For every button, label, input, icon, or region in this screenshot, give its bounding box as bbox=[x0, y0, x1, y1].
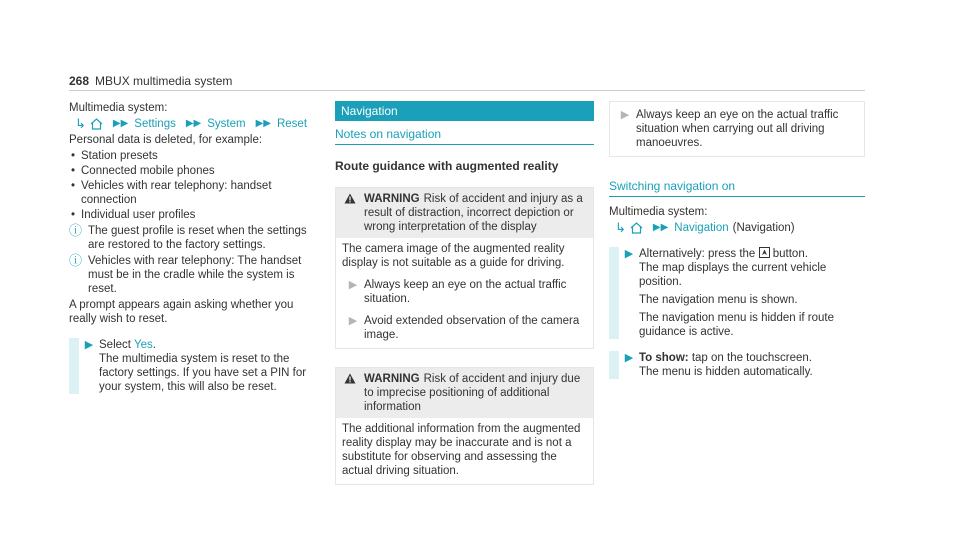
info-icon: ⓘ bbox=[69, 253, 83, 268]
heading-route-guidance: Route guidance with augmented reality bbox=[335, 159, 559, 173]
path-navigation[interactable]: Navigation bbox=[674, 222, 729, 234]
subheading-notes: Notes on navigation bbox=[335, 127, 594, 145]
warning-body-text: The camera image of the augmented reality display is not suitable as a guide for driving. bbox=[342, 243, 565, 269]
step-bar bbox=[609, 351, 619, 379]
step-prefix: Select bbox=[99, 339, 131, 351]
note bbox=[69, 254, 324, 296]
intro-text: Personal data is deleted, for example: bbox=[69, 134, 263, 146]
play-icon: ▶ bbox=[624, 248, 634, 260]
warning-continued-box bbox=[609, 101, 865, 157]
warning-box bbox=[335, 187, 594, 349]
step-suffix: . bbox=[152, 339, 156, 351]
warning-step bbox=[342, 314, 587, 342]
warning-step bbox=[342, 278, 587, 306]
note-text: Vehicles with rear telephony: The handset must be in the cradle while the system is reset. bbox=[88, 255, 302, 295]
column-switching-navigation bbox=[609, 101, 865, 379]
warning-step-text: Always keep an eye on the actual traffic situation. bbox=[364, 279, 567, 305]
warning-header bbox=[336, 188, 593, 238]
step-result: The map displays the current vehicle position. bbox=[639, 262, 827, 288]
navigation-button-icon[interactable] bbox=[759, 247, 770, 258]
warning-header bbox=[336, 368, 593, 418]
list-item: • Vehicles with rear telephony: handset connection bbox=[69, 179, 324, 207]
note-text: The guest profile is reset when the settings are restored to the factory settings. bbox=[88, 225, 307, 251]
play-icon: ▶ bbox=[620, 109, 630, 121]
list-item: • Station presets bbox=[69, 149, 324, 163]
warning-body bbox=[336, 238, 593, 348]
path-system[interactable]: System bbox=[207, 118, 246, 130]
path-arrow-icon: ↳ bbox=[615, 220, 626, 235]
play-icon: ▶ bbox=[624, 352, 634, 364]
warning-step bbox=[614, 108, 860, 150]
chevron-right-icon: ▶▶ bbox=[185, 118, 202, 129]
step-bar bbox=[69, 338, 79, 394]
warning-label: WARNING bbox=[364, 193, 420, 205]
warning-text: Risk of accident and injury as a result of distraction, incorrect depiction or wrong interpretation of the display bbox=[364, 193, 583, 233]
path-label: Multimedia system: bbox=[69, 102, 168, 114]
menu-path bbox=[615, 221, 865, 235]
step-result: The navigation menu is hidden if route guidance is active. bbox=[639, 312, 834, 338]
step-text-a: Alternatively: press the bbox=[639, 248, 756, 260]
step-bar bbox=[609, 247, 619, 339]
page-number: 268 bbox=[69, 74, 90, 88]
section-title: Navigation bbox=[335, 101, 594, 121]
step-result: The multimedia system is reset to the factory settings. If you have set a PIN for your system, this will also be reset. bbox=[99, 353, 307, 393]
step-select-yes bbox=[69, 338, 324, 394]
home-icon[interactable] bbox=[630, 222, 643, 234]
prompt-text: A prompt appears again asking whether you really wish to reset. bbox=[69, 299, 294, 325]
step-text: tap on the touchscreen. bbox=[691, 352, 813, 364]
page-title: MBUX multimedia system bbox=[95, 74, 233, 88]
chevron-right-icon: ▶▶ bbox=[112, 118, 129, 129]
play-icon: ▶ bbox=[84, 339, 94, 351]
step-result: The menu is hidden automatically. bbox=[639, 366, 813, 378]
menu-path bbox=[75, 117, 324, 131]
path-arrow-icon: ↳ bbox=[75, 116, 86, 131]
deleted-data-list bbox=[69, 149, 324, 222]
warning-icon bbox=[344, 193, 356, 204]
step-text-b: button. bbox=[772, 248, 808, 260]
path-label: Multimedia system: bbox=[609, 206, 708, 218]
step-result: The navigation menu is shown. bbox=[639, 294, 798, 306]
play-icon: ▶ bbox=[348, 315, 358, 327]
list-item: • Individual user profiles bbox=[69, 208, 324, 222]
warning-icon bbox=[344, 373, 356, 384]
home-icon[interactable] bbox=[90, 118, 103, 130]
warning-label: WARNING bbox=[364, 373, 420, 385]
yes-link[interactable]: Yes bbox=[133, 339, 153, 351]
warning-step-text: Avoid extended observation of the camera image. bbox=[364, 315, 580, 341]
warning-step-text: Always keep an eye on the actual traffic situation when carrying out all driving manoeuvres. bbox=[636, 109, 839, 149]
header-divider bbox=[69, 90, 865, 91]
path-settings[interactable]: Settings bbox=[134, 118, 176, 130]
play-icon: ▶ bbox=[348, 279, 358, 291]
warning-text: Risk of accident and injury due to imprecise positioning of additional information bbox=[364, 373, 581, 413]
info-icon: ⓘ bbox=[69, 223, 83, 238]
column-reset bbox=[69, 101, 324, 394]
subheading-switching-navigation: Switching navigation on bbox=[609, 179, 865, 197]
step-label: To show: bbox=[639, 352, 689, 364]
path-suffix: (Navigation) bbox=[732, 222, 795, 234]
path-reset[interactable]: Reset bbox=[276, 118, 308, 130]
list-item: • Connected mobile phones bbox=[69, 164, 324, 178]
note bbox=[69, 224, 324, 252]
chevron-right-icon: ▶▶ bbox=[652, 222, 669, 233]
page-header bbox=[69, 74, 232, 88]
step-to-show bbox=[609, 351, 865, 379]
warning-body-text: The additional information from the augmented reality display may be inaccurate and is not a substitute for observing and assessing the actual driving situation. bbox=[342, 423, 581, 477]
warning-box bbox=[335, 367, 594, 485]
column-navigation-notes bbox=[335, 101, 594, 485]
step-press-button bbox=[609, 247, 865, 339]
chevron-right-icon: ▶▶ bbox=[255, 118, 271, 129]
warning-body bbox=[336, 418, 593, 484]
